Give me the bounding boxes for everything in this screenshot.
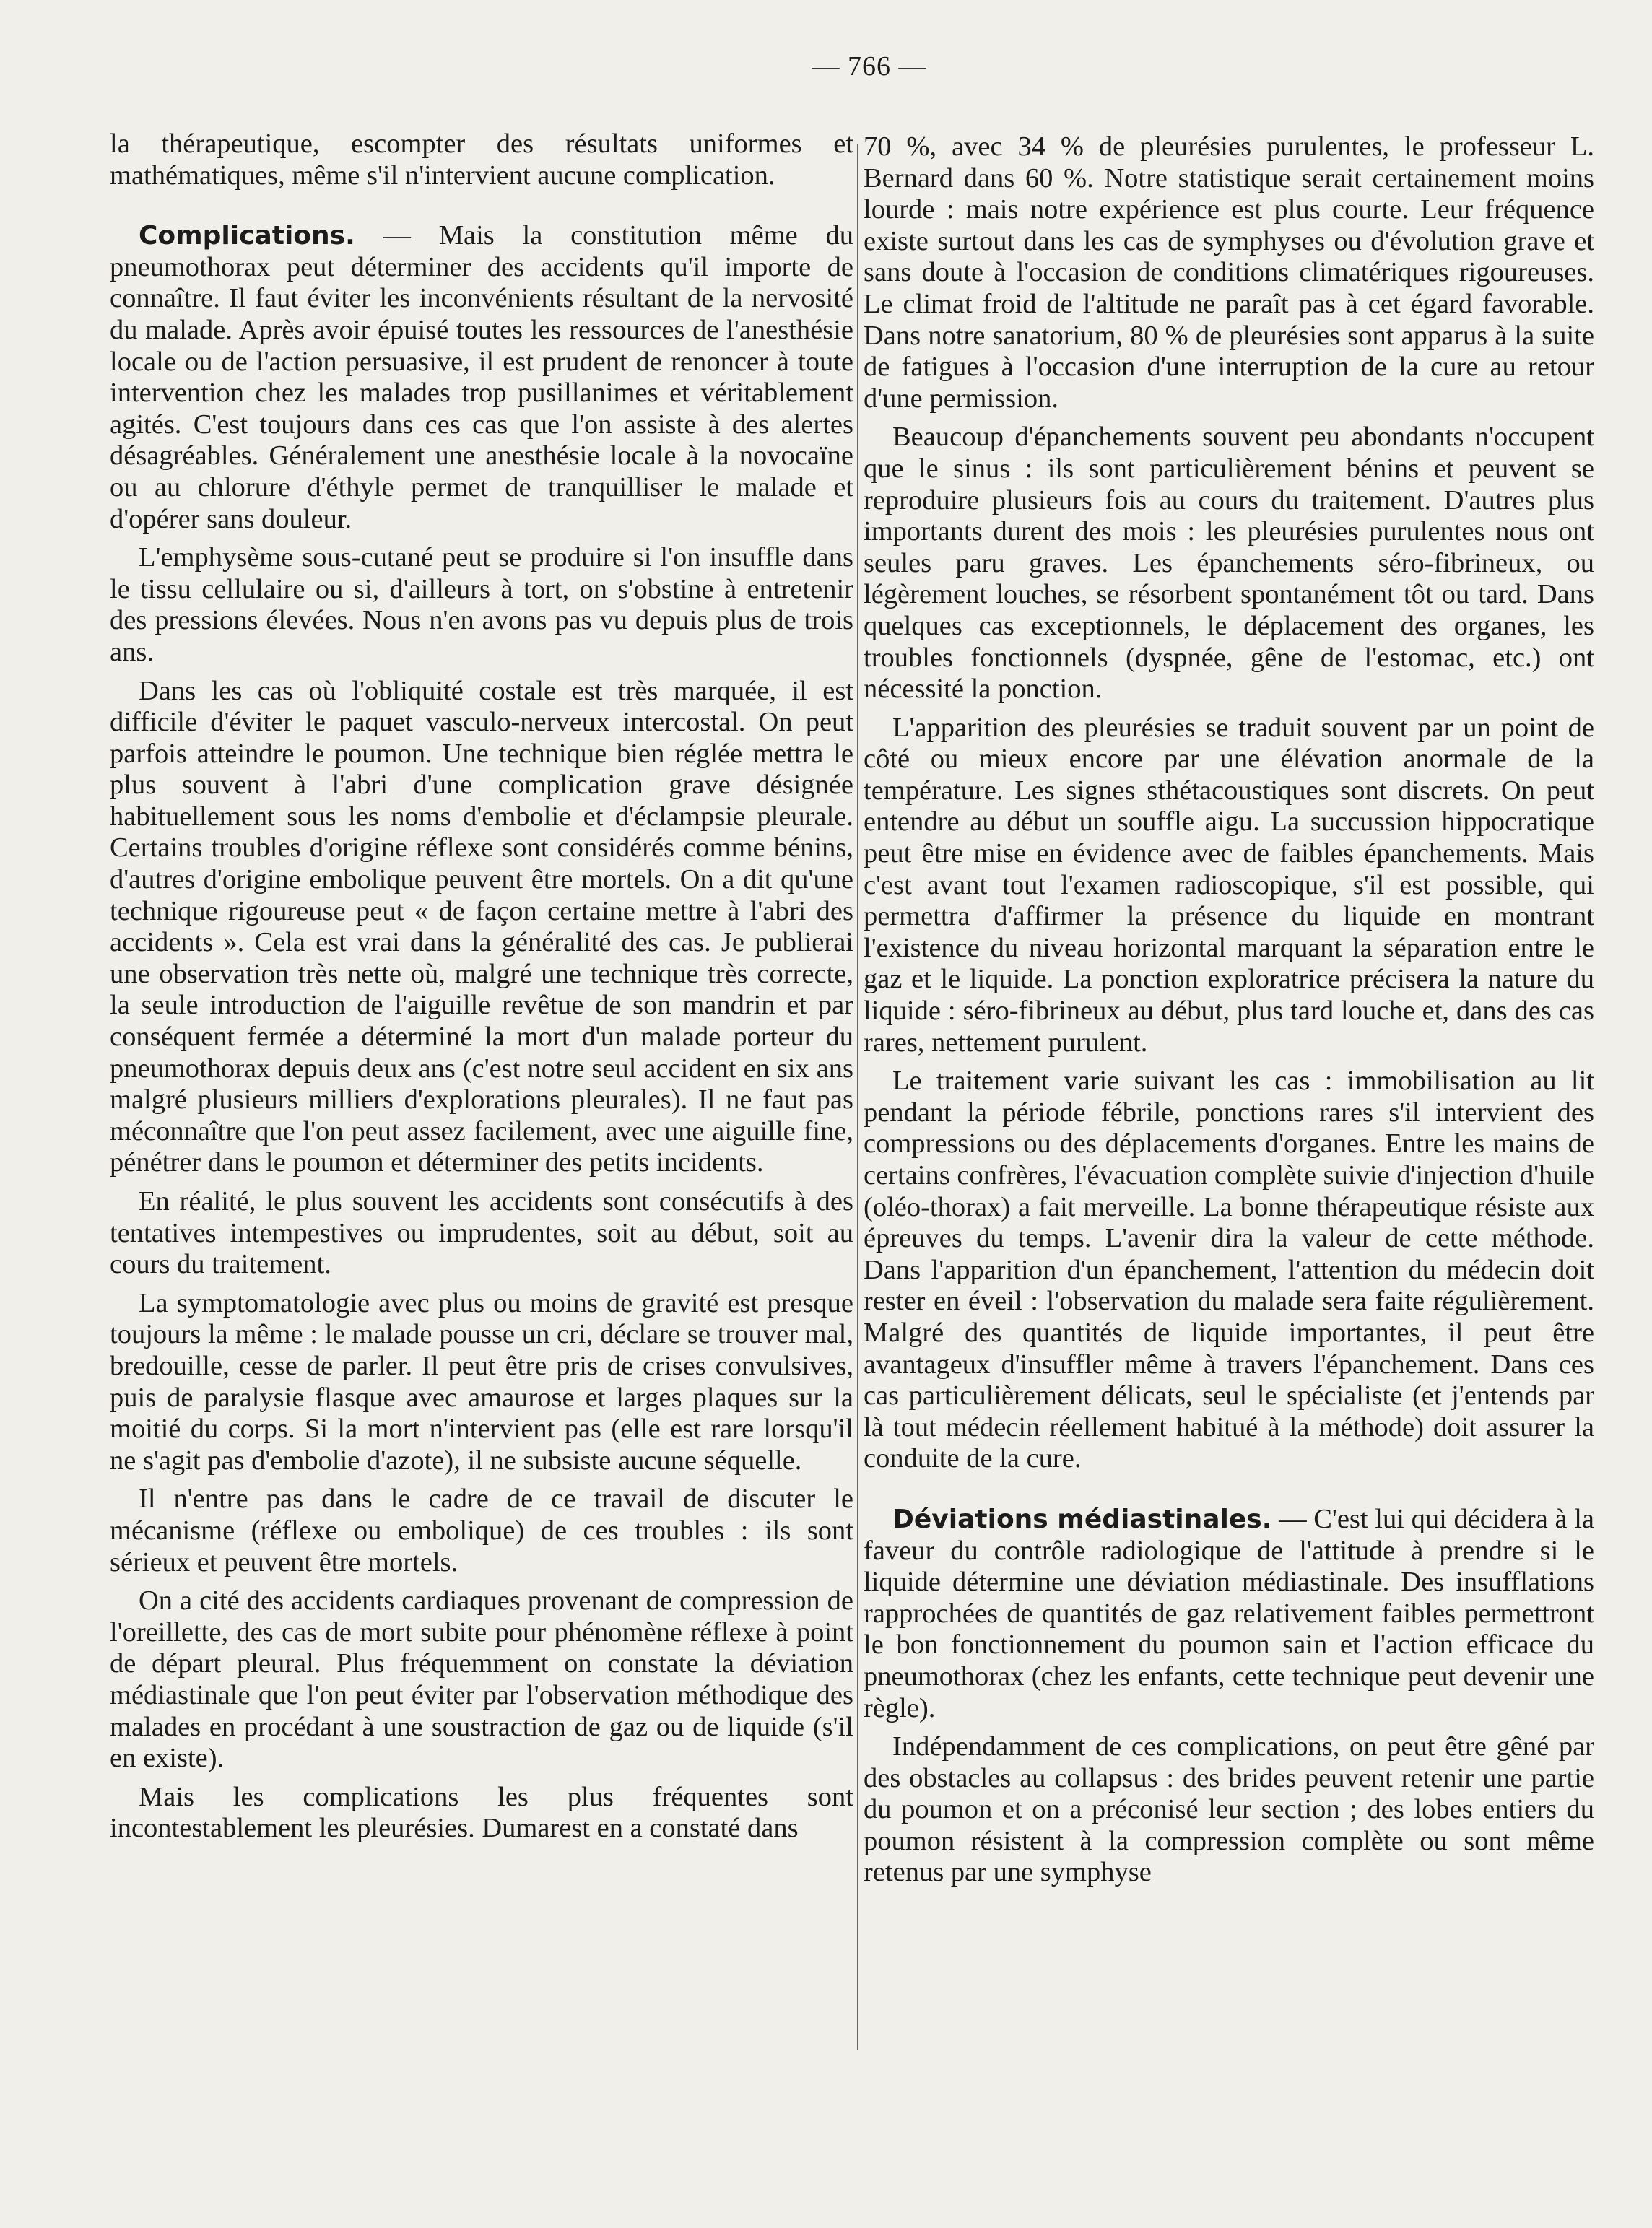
paragraph: La symptomatologie avec plus ou moins de gravité est presque toujours la même : le malade pousse un cri, déclare se trouver mal, bredouille, cesse de parler. Il peut être pris de crises convulsives, puis de paralysie flasque avec amaurose et larges plaques sur la moitié du corps. Si la mort n'intervient pas (elle est rare lorsqu'il ne s'agit pas d'embolie d'azote), il ne subsiste aucune séquelle. [110, 1287, 853, 1476]
paragraph-text: — C'est lui qui décidera à la faveur du contrôle radiologique de l'attitude à prendre si le liquide détermine une déviation médiastinale. Des insufflations rapprochées de quantités de gaz relativement faibles permettront le bon fonctionnement du poumon sain et l'action efficace du pneumothorax (chez les enfants, cette technique peut devenir une règle). [864, 1503, 1595, 1723]
page-number: — 766 — [812, 51, 927, 82]
paragraph-complications [110, 220, 853, 535]
paragraph: Dans les cas où l'obliquité costale est très marquée, il est difficile d'éviter le paquet vasculo-nerveux intercostal. On peut parfois atteindre le poumon. Une technique bien réglée mettra le plus souvent à l'abri d'une complication grave désignée habituellement sous les noms d'embolie et d'éclampsie pleurale. Certains troubles d'origine réflexe sont considérés comme bénins, d'autres d'origine embolique peuvent être mortels. On a dit qu'une technique rigoureuse peut « de façon certaine mettre à l'abri des accidents ». Cela est vrai dans la généralité des cas. Je publierai une observation très nette où, malgré une technique très correcte, la seule introduction de l'aiguille revêtue de son mandrin et par conséquent fermée a déterminé la mort d'un malade porteur du pneumothorax depuis deux ans (c'est notre seul accident en six ans malgré plusieurs milliers d'explorations pleurales). Il ne faut pas méconnaître que l'on peut assez facilement, avec une aiguille fine, pénétrer dans le poumon et déterminer des petits incidents. [110, 675, 853, 1178]
column-divider [857, 144, 858, 2050]
paragraph: Beaucoup d'épanchements souvent peu abondants n'occupent que le sinus : ils sont particulièrement bénins et peuvent se reproduire plusieurs fois au cours du traitement. D'autres plus importants durent des mois : les pleurésies purulentes nous ont seules paru graves. Les épanchements séro-fibrineux, ou légèrement louches, se résorbent spontanément tôt ou tard. Dans quelques cas exceptionnels, le déplacement des organes, les troubles fonctionnels (dyspnée, gêne de l'estomac, etc.) ont nécessité la ponction. [864, 422, 1594, 705]
paragraph: On a cité des accidents cardiaques provenant de compression de l'oreillette, des cas de mort subite pour phénomène réflexe à point de départ pleural. Plus fréquemment on constate la déviation médiastinale que l'on peut éviter par l'observation méthodique des malades en procédant à une soustraction de gaz ou de liquide (s'il en existe). [110, 1585, 853, 1774]
paragraph: Mais les complications les plus fréquentes sont incontestablement les pleurésies. Dumarest en a constaté dans [110, 1781, 853, 1844]
paragraph-deviations [864, 1504, 1594, 1724]
section-heading-complications: Complications. [139, 221, 355, 251]
paragraph: L'emphysème sous-cutané peut se produire si l'on insuffle dans le tissu cellulaire ou si, d'ailleurs à tort, on s'obstine à entretenir des pressions élevées. Nous n'en avons pas vu depuis plus de trois ans. [110, 542, 853, 667]
paragraph-text: — Mais la constitution même du pneumothorax peut déterminer des accidents qu'il importe de connaître. Il faut éviter les inconvénients résultant de la nervosité du malade. Après avoir épuisé toutes les ressources de l'anesthésie locale ou de l'action persuasive, il est prudent de renoncer à toute intervention chez les malades trop pusillanimes et véritablement agités. C'est toujours dans ces cas que l'on assiste à des alertes désagréables. Généralement une anesthésie locale à la novocaïne ou au chlorure d'éthyle permet de tranquilliser le malade et d'opérer sans douleur. [110, 220, 853, 534]
left-column [110, 129, 853, 1852]
paragraph: Le traitement varie suivant les cas : immobilisation au lit pendant la période fébrile, ponctions rares s'il intervient des compressions ou des déplacements d'organes. Entre les mains de certains confrères, l'évacuation complète suivie d'injection d'huile (oléo-thorax) a fait merveille. La bonne thérapeutique résiste aux épreuves du temps. L'avenir dira la valeur de cette méthode. Dans l'apparition d'un épanchement, l'attention du médecin doit rester en éveil : l'observation du malade sera faite régulièrement. Malgré des quantités de liquide importantes, il peut être avantageux d'insuffler même à travers l'épanchement. Dans ces cas particulièrement délicats, seul le spécialiste (et j'entends par là tout médecin réellement habitué à la méthode) doit assurer la conduite de la cure. [864, 1066, 1594, 1474]
paragraph: Il n'entre pas dans le cadre de ce travail de discuter le mécanisme (réflexe ou embolique) de ces troubles : ils sont sérieux et peuvent être mortels. [110, 1484, 853, 1578]
paragraph: la thérapeutique, escompter des résultats uniformes et mathématiques, même s'il n'intervient aucune complication. [110, 129, 853, 191]
section-heading-deviations: Déviations médiastinales. [892, 1504, 1272, 1534]
paragraph: L'apparition des pleurésies se traduit souvent par un point de côté ou mieux encore par une élévation anormale de la température. Les signes sthétacoustiques sont discrets. On peut entendre au début un souffle aigu. La succussion hippocratique peut être mise en évidence avec de faibles épanchements. Mais c'est avant tout l'examen radioscopique, s'il est possible, qui permettra d'affirmer la présence du liquide en montrant l'existence du niveau horizontal marquant la séparation entre le gaz et le liquide. La ponction exploratrice précisera la nature du liquide : séro-fibrineux au début, plus tard louche et, dans des cas rares, nettement purulent. [864, 712, 1594, 1058]
right-column [864, 131, 1594, 1896]
paragraph: En réalité, le plus souvent les accidents sont consécutifs à des tentatives intempestives ou imprudentes, soit au début, soit au cours du traitement. [110, 1186, 853, 1280]
paragraph: Indépendamment de ces complications, on peut être gêné par des obstacles au collapsus : des brides peuvent retenir une partie du poumon et on a préconisé leur section ; des lobes entiers du poumon résistent à la compression complète ou sont même retenus par une symphyse [864, 1731, 1594, 1888]
paragraph: 70 %, avec 34 % de pleurésies purulentes, le professeur L. Bernard dans 60 %. Notre statistique serait certainement moins lourde : mais notre expérience est plus courte. Leur fréquence existe surtout dans les cas de symphyses ou d'évolution grave et sans doute à l'occasion de conditions climatériques rigoureuses. Le climat froid de l'altitude ne paraît pas à cet égard favorable. Dans notre sanatorium, 80 % de pleurésies sont apparus à la suite de fatigues à l'occasion d'une interruption de la cure au retour d'une permission. [864, 131, 1594, 414]
